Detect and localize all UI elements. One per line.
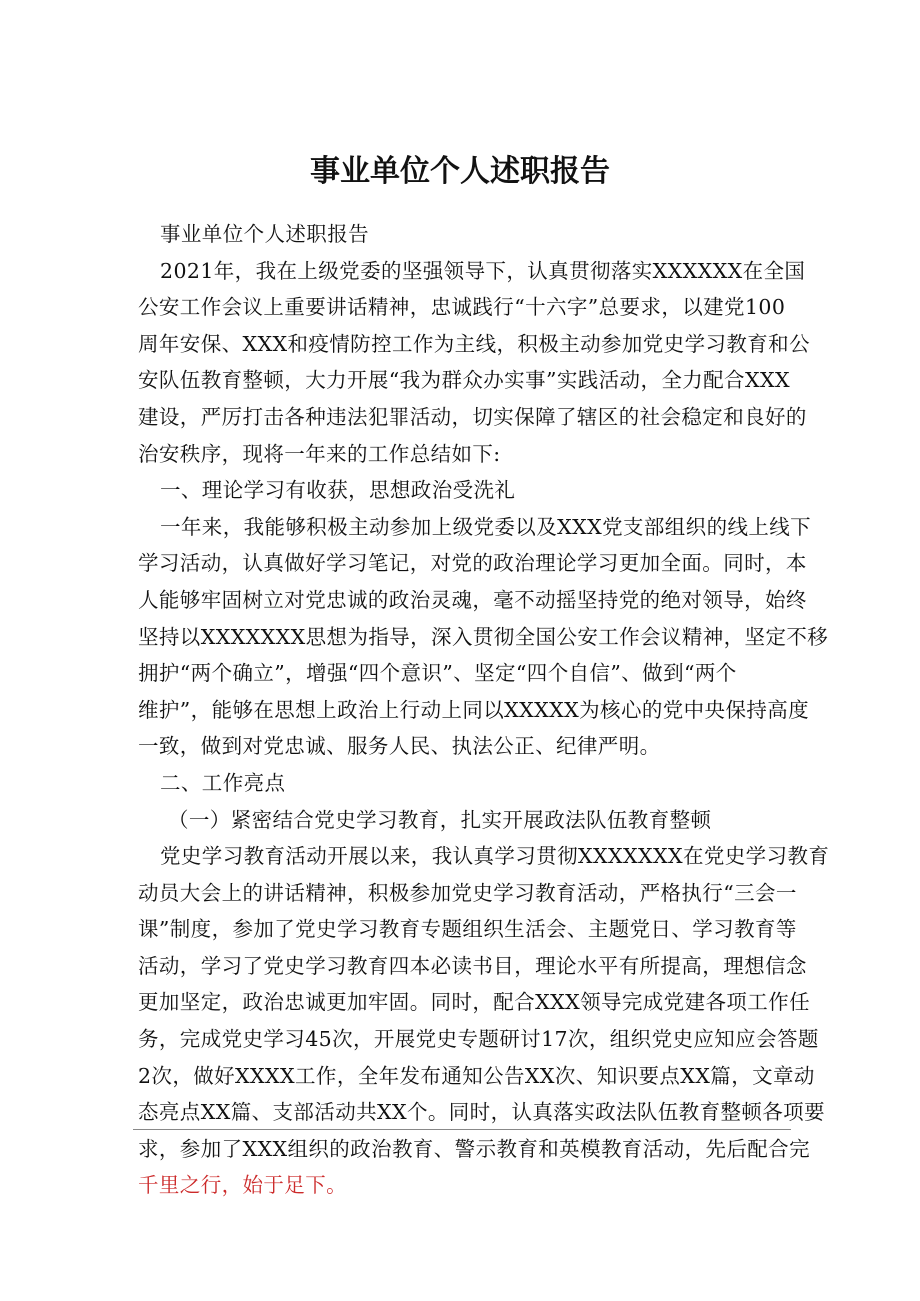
subtitle-line: 事业单位个人述职报告 [160,222,369,246]
paragraph-line: 治安秩序，现将一年来的工作总结如下: [138,441,501,466]
paragraph-line: 态亮点XX篇、支部活动共XX个。同时，认真落实政法队伍教育整顿各项要 [138,1100,825,1125]
paragraph-line: 活动，学习了党史学习教育四本必读书目，理论水平有所提高，理想信念 [138,953,807,978]
paragraph-line: 维护”，能够在思想上政治上行动上同以XXXXX为核心的党中央保持高度 [138,697,810,722]
paragraph-line: 更加坚定，政治忠诚更加牢固。同时，配合XXX领导完成党建各项工作任 [138,990,810,1015]
document-body [138,216,830,1204]
paragraph-line: 拥护“两个确立”，增强“四个意识”、坚定“四个自信”、做到“两个 [138,661,737,686]
paragraph-line: 人能够牢固树立对党忠诚的政治灵魂，毫不动摇坚持党的绝对领导，始终 [138,587,807,612]
document-title: 事业单位个人述职报告 [310,154,610,189]
paragraph-line: 坚持以XXXXXXX思想为指导，深入贯彻全国公安工作会议精神，坚定不移 [138,624,829,649]
section-heading: 二、工作亮点 [160,770,286,795]
paragraph-line: 课”制度，参加了党史学习教育专题组织生活会、主题党日、学习教育等 [138,917,797,942]
paragraph-line: 周年安保、XXX和疫情防控工作为主线，积极主动参加党史学习教育和公 [138,331,810,356]
paragraph-line: 党史学习教育活动开展以来，我认真学习贯彻XXXXXXX在党史学习教育 [160,844,830,869]
paragraph-line: 2021年，我在上级党委的坚强领导下，认真贯彻落实XXXXXX在全国 [160,258,806,283]
paragraph-line: 建设，严厉打击各种违法犯罪活动，切实保障了辖区的社会稳定和良好的 [138,404,807,429]
paragraph-line: 安队伍教育整顿，大力开展“我为群众办实事”实践活动，全力配合XXX [138,368,790,393]
paragraph-line: 学习活动，认真做好学习笔记，对党的政治理论学习更加全面。同时，本 [138,551,807,576]
footer-quote: 千里之行，始于足下。 [138,1173,347,1198]
paragraph-line: 一致，做到对党忠诚、服务人民、执法公正、纪律严明。 [138,734,661,759]
paragraph-line: 务，完成党史学习45次，开展党史专题研讨17次，组织党史应知应会答题 [138,1027,819,1052]
section-heading: 一、理论学习有收获，思想政治受洗礼 [160,478,516,503]
paragraph-line: 一年来，我能够积极主动参加上级党委以及XXX党支部组织的线上线下 [160,514,812,539]
paragraph-line: 动员大会上的讲话精神，积极参加党史学习教育活动，严格执行“三会一 [138,880,797,905]
paragraph-line: 公安工作会议上重要讲话精神，忠诚践行“十六字”总要求，以建党100 [138,295,786,320]
paragraph-line: 求，参加了XXX组织的政治教育、警示教育和英模教育活动，先后配合完 [138,1136,810,1161]
subsection-heading: （一）紧密结合党史学习教育，扎实开展政法队伍教育整顿 [168,807,712,832]
paragraph-line: 2次，做好XXXX工作，全年发布通知公告XX次、知识要点XX篇，文章动 [138,1063,815,1088]
footer-divider [133,1129,791,1130]
